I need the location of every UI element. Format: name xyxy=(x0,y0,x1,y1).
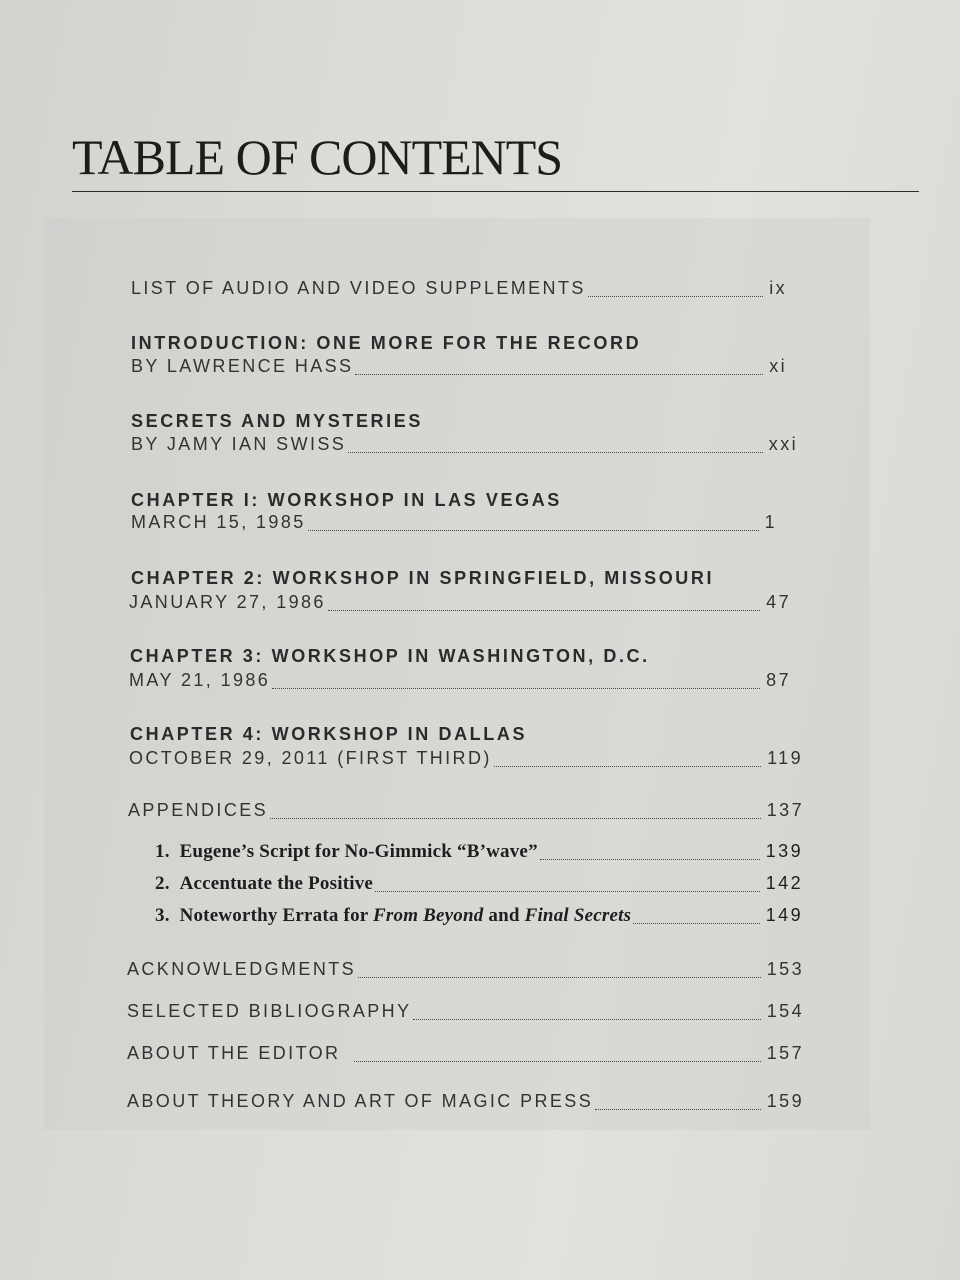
toc-heading-chapter-1: CHAPTER I: WORKSHOP IN LAS VEGAS xyxy=(131,490,562,510)
dot-leader xyxy=(633,923,760,924)
toc-entry-chapter-3 xyxy=(129,670,791,694)
appendix-title-3 xyxy=(155,905,631,927)
dot-leader xyxy=(413,1019,760,1020)
dot-leader xyxy=(494,766,761,767)
toc-page-number: 159 xyxy=(766,1091,804,1111)
toc-entry-label: SELECTED BIBLIOGRAPHY xyxy=(127,1001,412,1021)
toc-page-number: 149 xyxy=(765,905,803,925)
dot-leader xyxy=(595,1109,761,1110)
appendix-number: 1. xyxy=(155,841,170,862)
toc-page-number: 87 xyxy=(766,670,791,690)
toc-entry-introduction xyxy=(131,356,787,380)
page-title: TABLE OF CONTENTS xyxy=(72,129,563,185)
toc-page-number: 47 xyxy=(766,592,791,612)
toc-entry-acknowledgments xyxy=(127,959,804,983)
toc-appendix-item xyxy=(155,873,803,897)
dot-leader xyxy=(272,688,760,689)
toc-entry-label: APPENDICES xyxy=(128,800,269,820)
appendix-title-italic: Final Secrets xyxy=(524,905,632,926)
dot-leader xyxy=(375,891,760,892)
toc-byline: BY JAMY IAN SWISS xyxy=(131,434,347,454)
toc-entry-label: ABOUT THE EDITOR xyxy=(127,1043,341,1063)
toc-appendix-item xyxy=(155,841,803,865)
appendix-title-italic: From Beyond xyxy=(373,905,484,926)
toc-page-number: 154 xyxy=(766,1001,804,1021)
dot-leader xyxy=(358,977,761,978)
toc-date: MAY 21, 1986 xyxy=(129,670,271,690)
dot-leader xyxy=(348,452,763,453)
toc-date: OCTOBER 29, 2011 (FIRST THIRD) xyxy=(129,748,492,768)
toc-page-number: 157 xyxy=(766,1043,804,1063)
toc-entry-editor xyxy=(127,1043,804,1067)
toc-entry-secrets xyxy=(131,434,798,458)
toc-appendix-item xyxy=(155,905,803,929)
toc-byline: BY LAWRENCE HASS xyxy=(131,356,354,376)
toc-page-number: 1 xyxy=(764,512,777,532)
toc-heading-chapter-2: CHAPTER 2: WORKSHOP IN SPRINGFIELD, MISSOURI xyxy=(131,568,715,588)
toc-heading-secrets: SECRETS AND MYSTERIES xyxy=(131,411,423,431)
toc-page-number: xi xyxy=(769,356,787,376)
appendix-title-mid: and xyxy=(483,905,525,926)
toc-date: JANUARY 27, 1986 xyxy=(129,592,326,612)
toc-page-number: 119 xyxy=(767,748,803,768)
toc-entry-chapter-2 xyxy=(129,592,791,616)
toc-date: MARCH 15, 1985 xyxy=(131,512,306,532)
toc-entry-supplements xyxy=(131,278,787,302)
dot-leader xyxy=(354,1061,760,1062)
toc-entry-label: LIST OF AUDIO AND VIDEO SUPPLEMENTS xyxy=(131,278,586,298)
appendix-title: Eugene’s Script for No-Gimmick “B’wave” xyxy=(179,841,538,862)
toc-page-number: 139 xyxy=(765,841,803,861)
appendix-title-2 xyxy=(155,873,373,895)
toc-entry-label: ABOUT THEORY AND ART OF MAGIC PRESS xyxy=(127,1091,594,1111)
toc-page-number: 142 xyxy=(765,873,803,893)
toc-entry-press xyxy=(127,1091,804,1115)
dot-leader xyxy=(540,859,760,860)
toc-heading-chapter-3: CHAPTER 3: WORKSHOP IN WASHINGTON, D.C. xyxy=(130,646,650,666)
toc-page-number: ix xyxy=(769,278,787,298)
appendix-number: 3. xyxy=(155,905,170,926)
toc-page-number: 153 xyxy=(766,959,804,979)
appendix-number: 2. xyxy=(155,873,170,894)
appendix-title-1 xyxy=(155,841,538,863)
toc-page-number: xxi xyxy=(768,434,798,454)
toc-entry-chapter-1 xyxy=(131,512,777,536)
dot-leader xyxy=(355,374,763,375)
toc-entry-chapter-4 xyxy=(129,748,803,772)
toc-entry-appendices xyxy=(128,800,804,824)
toc-entry-bibliography xyxy=(127,1001,804,1025)
toc-heading-introduction: INTRODUCTION: ONE MORE FOR THE RECORD xyxy=(131,333,642,353)
toc-page-number: 137 xyxy=(766,800,804,820)
dot-leader xyxy=(308,530,759,531)
dot-leader xyxy=(328,610,760,611)
appendix-title-prefix: Noteworthy Errata for xyxy=(179,905,374,926)
toc-entry-label: ACKNOWLEDGMENTS xyxy=(127,959,357,979)
dot-leader xyxy=(270,818,761,819)
toc-heading-chapter-4: CHAPTER 4: WORKSHOP IN DALLAS xyxy=(130,724,528,744)
appendix-title: Accentuate the Positive xyxy=(179,873,374,894)
dot-leader xyxy=(588,296,763,297)
